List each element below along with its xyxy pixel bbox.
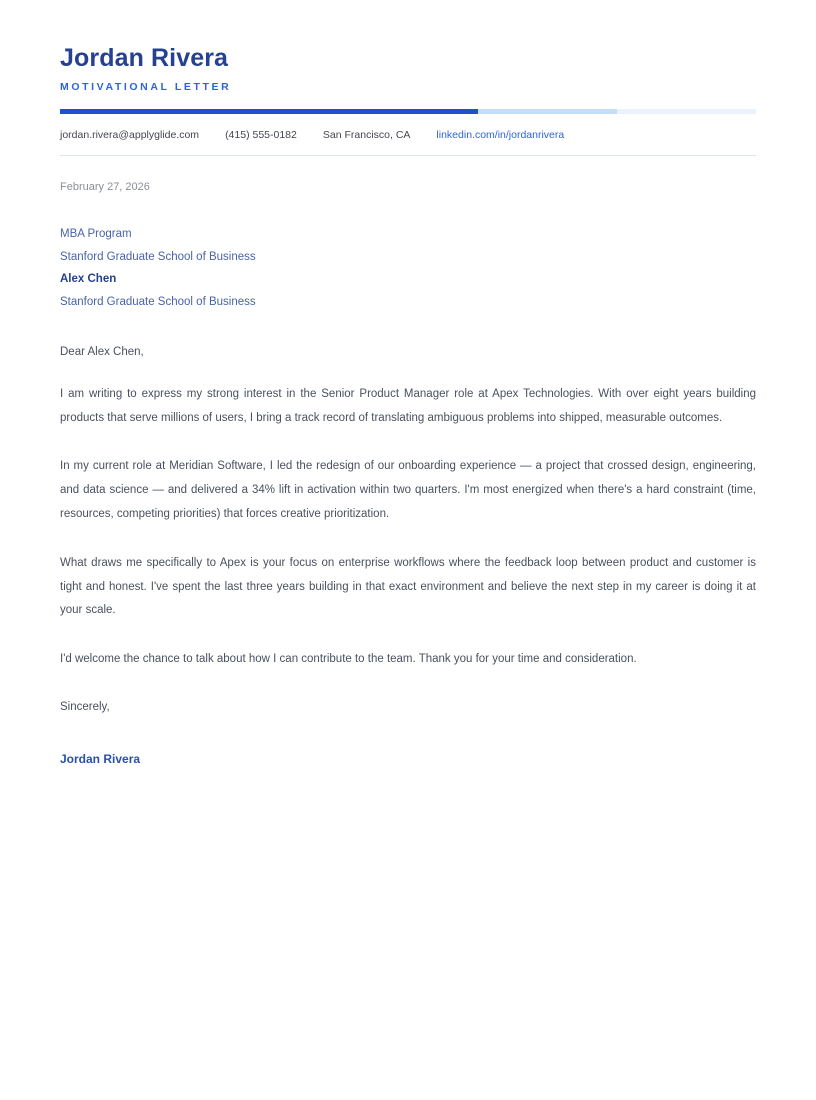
document-subtitle: MOTIVATIONAL LETTER	[60, 80, 232, 93]
page-title: Jordan Rivera	[60, 44, 229, 72]
accent-segment-faint	[617, 109, 756, 114]
accent-segment-strong	[60, 109, 478, 114]
accent-segment-medium	[478, 109, 617, 114]
accent-divider	[60, 109, 756, 114]
contact-row	[60, 114, 756, 156]
recipient-program: MBA Program	[60, 227, 132, 240]
recipient-block	[60, 223, 756, 314]
recipient-organization-secondary: Stanford Graduate School of Business	[60, 296, 256, 309]
contact-location: San Francisco, CA	[322, 128, 411, 141]
recipient-name: Alex Chen	[60, 273, 117, 286]
letter-closing: Sincerely,	[60, 700, 110, 713]
letter-paragraph: What draws me specifically to Apex is your focus on enterprise workflows where the feedback loop between product and customer is tight and honest. I've spent the last three years building in that exact environment and believe the next step in my career is doing it at your scale.	[60, 556, 756, 617]
letter-salutation: Dear Alex Chen,	[60, 345, 144, 358]
contact-linkedin-link[interactable]: linkedin.com/in/jordanrivera	[436, 128, 565, 141]
contact-phone[interactable]: (415) 555-0182	[225, 128, 297, 141]
recipient-organization: Stanford Graduate School of Business	[60, 250, 256, 263]
contact-email[interactable]: jordan.rivera@applyglide.com	[60, 128, 200, 141]
letter-body	[60, 156, 756, 766]
letter-paragraph: I'd welcome the chance to talk about how I can contribute to the team. Thank you for your time and consideration.	[60, 653, 637, 666]
letter-paragraph: I am writing to express my strong interest in the Senior Product Manager role at Apex Technologies. With over eight years building products that serve millions of users, I bring a track record of translating ambiguous problems into shipped, measurable outcomes.	[60, 387, 756, 424]
letter-paragraph: In my current role at Meridian Software, I led the redesign of our onboarding experience — a project that crossed design, engineering, and data science — and delivered a 34% lift in activation within two quarters. I'm most energized when there's a hard constraint (time, resources, competing priorities) that forces creative prioritization.	[60, 460, 756, 520]
letter-header	[60, 0, 756, 156]
letter-date: February 27, 2026	[60, 180, 150, 193]
letter-signature: Jordan Rivera	[60, 751, 141, 766]
